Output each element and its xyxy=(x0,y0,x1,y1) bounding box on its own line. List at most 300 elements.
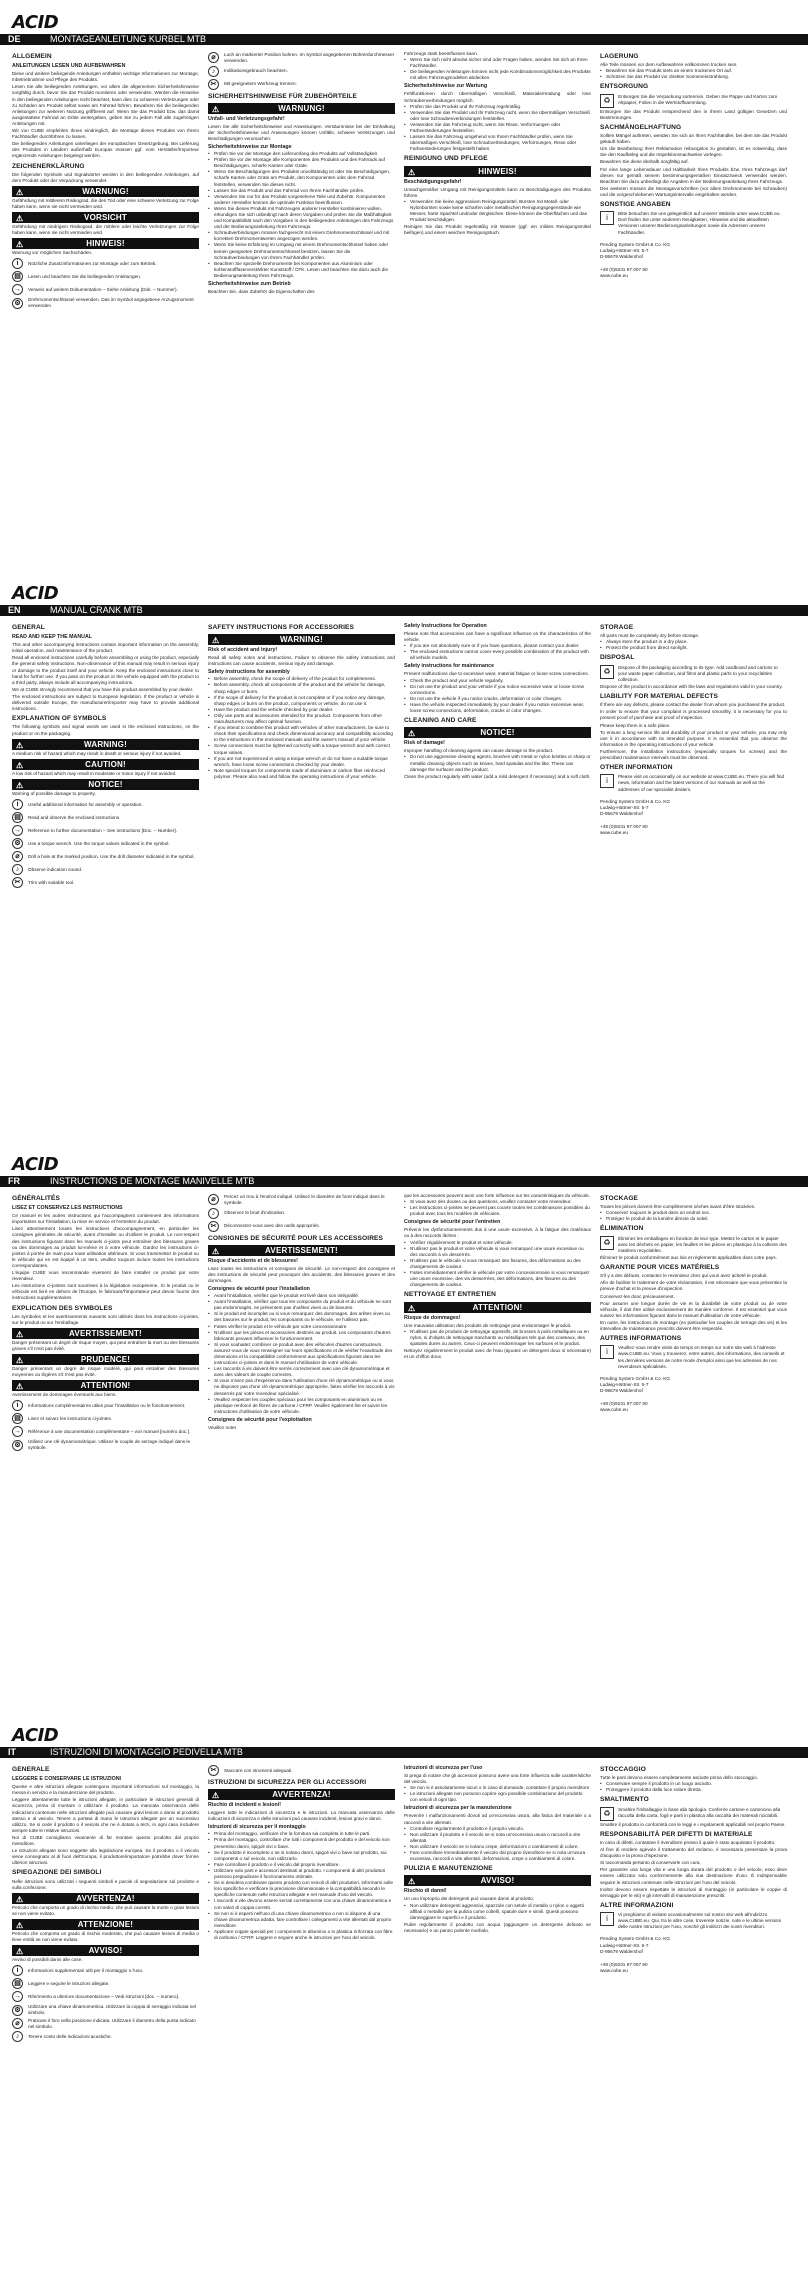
section-heading: EXPLANATION OF SYMBOLS xyxy=(12,715,107,723)
list-item: • Bewahren Sie das Produkt stets an einem trockenen Ort auf. xyxy=(600,68,787,74)
list-item: • Before assembly, check the scope of delivery of the product for completeness. xyxy=(208,676,395,682)
paragraph: Für eine lange Lebensdauer und Haltbarkeit Ihres Produkts bzw. Ihres Fahrzeugs darf dieses nur gemäß seinem bestimmungsgemäßen Einsatzzweck verwendet werden. Beachten Sie dazu unbedingt die Angaben in der Bedienungsanleitung Ihres Fahrzeugs. xyxy=(600,166,787,184)
paragraph: Improper handling of cleaning agents can cause damage to the product. xyxy=(404,748,554,754)
paragraph: Si prega di notare che gli accessori possono avere una forte influenza sulle caratteristiche del veicolo. xyxy=(404,1773,591,1785)
list-item: • Do not use the vehicle if you notice cracks, deformation or color changes. xyxy=(404,696,591,702)
warning-triangle-icon: ⚠ xyxy=(212,636,220,646)
warning-label: AVVERTENZA! xyxy=(272,1790,331,1800)
info-text: Dispose of the packaging according to its type. Add cardboard and cartons to your waste paper collection, and films and plastic parts to your recyclables collection. xyxy=(618,664,778,682)
paragraph: Bewahren Sie diese deshalb sorgfältig auf. xyxy=(600,159,689,165)
text-column xyxy=(208,50,395,565)
paragraph: Le istruzioni allegate sono soggette alla legislazione europea. Se il prodotto o il veicolo viene consegnato al di fuori dell'Europa, il produttore/importatore potrebbe dover fornire ulteriori istruzioni. xyxy=(12,1848,199,1866)
text-column xyxy=(600,1763,787,2278)
recycle-icon: ♻ xyxy=(600,1236,614,1250)
s6-icon: ♪ xyxy=(12,2031,23,2042)
list-item: • Proteggere il prodotto dalla luce solare diretta. xyxy=(600,1787,787,1793)
warning-triangle-icon: ⚠ xyxy=(16,1329,24,1339)
paragraph: Furthermore, the installation instructions (especially torques for screws) and the prescribed maintenance intervals must be observed. xyxy=(600,748,787,761)
subheading: Unfall- und Verletzungsgefahr! xyxy=(208,115,285,122)
symbol-text: Observez le bruit d'indication. xyxy=(224,1210,286,1216)
paragraph: Clean the product regularly with water (add a mild detergent if necessary) and a soft cloth. xyxy=(404,773,591,779)
list-item: • Lassen Sie das Fahrzeug umgehend von Ihrem Fachhändler prüfen, wenn Sie übermäßigen Verschleiß, lose Schraubverbindungen, Verformungen, Risse oder Farbveränderungen festgestellt haben. xyxy=(404,134,591,152)
paragraph: Read all enclosed instructions carefully before assembling or using the product, especially the general safety instructions. Non-observance of this manual may result in serious injury or damage to the product itself and your vehicle. Keep the enclosed instructions close to hand for further use. If you pass on the product or the vehicle equipped with the product to a third party, always include all accompanying instructions. xyxy=(12,655,199,685)
list-item: • If you intend to combine this product with vehicles of other manufacturers, be sure to check their specifications and check dimensional accuracy and compatibility according to the instructions in the enclosed manuals and the owner's manual of your vehicle. xyxy=(208,725,395,743)
s4-icon: ⚙ xyxy=(12,298,23,309)
address-line: Ludwig-Hüttner-Str. 5-7 xyxy=(600,247,649,253)
symbol-text: Use a torque wrench. Use the torque values indicated in the symbol. xyxy=(28,840,170,846)
warning-label: WARNUNG! xyxy=(82,186,129,196)
info-box xyxy=(600,1236,787,1254)
subheading: Consignes de sécurité pour l'installation xyxy=(208,1286,310,1293)
s6-icon: ♪ xyxy=(208,66,219,77)
warning-banner xyxy=(12,1328,199,1339)
text-column xyxy=(404,50,591,565)
bullet-list xyxy=(208,151,395,279)
paragraph: Diese und weitere beiliegende Anleitungen enthalten wichtige Informationen zur Montage, Inbetriebnahme und Pflege des Produkts. xyxy=(12,71,199,83)
section-heading: SACHMÄNGELHAFTUNG xyxy=(600,123,682,131)
bullet-list xyxy=(208,676,395,780)
list-item: • Verwenden Sie das Produkt und Ihr Fahrzeug nicht, wenn Sie übermäßigen Verschleiß oder lose Schraubenverbindungen feststellen. xyxy=(404,110,591,122)
section-heading: EXPLICATION DES SYMBOLES xyxy=(12,1304,113,1312)
list-item: • Non utilizzare detergenti aggressivi, spazzole con setole di metallo o nylon o oggetti affilati o metallici per la pulizia come coltelli, spatole dure e simili. Questi possono danneggiare le superfici e il prodotto. xyxy=(404,1903,591,1921)
symbol-row xyxy=(12,1991,199,2002)
section-heading: LIABILITY FOR MATERIAL DEFECTS xyxy=(600,693,719,701)
text-column xyxy=(404,621,591,1136)
paragraph: Reinigen Sie das Produkt regelmäßig mit Wasser (ggf. ein mildes Reinigungsmittel beifügen) und einem weichen Reinigungstuch. xyxy=(404,224,591,236)
language-code: EN xyxy=(8,605,21,615)
warning-banner xyxy=(12,759,199,770)
info-box xyxy=(600,211,787,235)
paragraph: Lesen Sie alle Sicherheitshinweise und Anweisungen. Versäumnisse bei der Einhaltung der Sicherheitshinweise und Anweisungen können Unfälle, schwere Verletzungen und Beschädigungen verursachen. xyxy=(208,123,395,141)
warning-triangle-icon: ⚠ xyxy=(408,729,416,739)
warning-text: Pericolo che comporta un grado di rischio medio, che può causare la morte o gravi lesioni se non viene evitato. xyxy=(12,1904,199,1916)
paragraph: Leggere attentamente tutte le istruzioni allegate, in particolare le istruzioni generali di sicurezza, prima di montare o utilizzare il prodotto. La mancata osservanza delle indicazioni contenute nelle istruzioni allegate può causare gravi lesioni o danni al prodotto stesso e al veicolo. Tenere a portata di mano le istruzioni allegate per un successivo utilizzo. Se si cede il prodotto o il veicolo che ne è dotato a terzi, in ogni caso includere sempre tutte le relative istruzioni. xyxy=(12,1797,199,1833)
list-item: • N'utilisez pas le véhicule si vous remarquez des fissures, des déformations ou des changements de couleur. xyxy=(404,1258,591,1270)
company-address xyxy=(600,799,787,837)
paragraph: Sollten Mängel auftreten, wenden Sie sich an Ihren Fachhändler, bei dem Sie das Produkt gekauft haben. xyxy=(600,133,787,145)
bullet-list xyxy=(404,1826,591,1863)
section-heading: GÉNÉRALITÉS xyxy=(12,1195,60,1202)
address-line: Ludwig-Hüttner-Str. 5-7 xyxy=(600,1381,649,1387)
list-item: • Non utilizzare il prodotto e il veicolo se si nota un'eccessiva usura o raccordi a vite allentati. xyxy=(404,1832,591,1844)
language-section xyxy=(0,1142,808,1713)
recycle-icon: ♻ xyxy=(600,94,614,108)
warning-triangle-icon: ⚠ xyxy=(16,187,24,197)
symbol-text: Utilizzare una chiave dinamometrica. Utilizzare la coppia di serraggio indicata nel simbolo. xyxy=(28,2004,197,2016)
paragraph: Die beiliegenden Anleitungen unterliegen der europäischen Gesetzgebung. Bei Lieferung des Produkts in Ländern außerhalb Europas müssen ggf. vom Hersteller/Importeur ergänzende Anleitungen beigelegt werden. xyxy=(12,141,199,159)
list-item: • Have the product and the vehicle checked by your dealer. xyxy=(208,707,395,713)
info-text: Bitte besuchen Sie uns gelegentlich auf unserer Website unter www.CUBE.eu. Dort finden Sie unter anderem Neuigkeiten, Hinweise und die aktuellsten Versionen unserer Bedienungsanleitungen sowie die Adressen unserer Fachhändler. xyxy=(618,211,781,235)
section-heading: ÉLIMINATION xyxy=(600,1225,644,1233)
bullet-list xyxy=(404,57,591,81)
info-box xyxy=(600,774,787,792)
list-item: • Schraubverbindungen müssen fachgerecht mit einem Drehmomentschlüssel und mit korrekten Drehmomentwerten angezogen werden. xyxy=(208,230,395,242)
section-heading: ENTSORGUNG xyxy=(600,83,649,91)
warning-text: Avviso di possibili danni alle cose. xyxy=(12,1957,83,1963)
paragraph: We at CUBE strongly recommend that you have this product assembled by your dealer. xyxy=(12,686,194,692)
paragraph: Toutes les pièces doivent être complètement sèches avant d'être stockées. xyxy=(600,1204,756,1210)
address-line: +49 (0)9231 97 007 80 xyxy=(600,823,648,829)
paragraph: Per garantire una lunga vita e una lunga durata del prodotto o del veicolo, esso deve essere utilizzato solo conformemente alla sua destinazione d'uso. È indispensabile seguire le istruzioni contenute nelle istruzioni per l'uso del veicolo. xyxy=(600,1867,787,1885)
text-column xyxy=(600,50,787,565)
list-item: • If you are not absolutely sure or if you have questions, please contact your dealer. xyxy=(404,643,591,649)
s4-icon: ⚙ xyxy=(12,1440,23,1451)
symbol-row xyxy=(12,851,199,862)
symbol-row xyxy=(208,66,395,77)
paragraph: Veuillez noter xyxy=(208,1424,237,1430)
address-line: D-95679 Waldershof xyxy=(600,254,643,260)
symbol-text: Mit geeignetem Werkzeug trennen. xyxy=(224,81,297,87)
paragraph: Unsachgemäßer Umgang mit Reinigungsmitteln kann zu Beschädigungen des Produkts führen. xyxy=(404,186,591,198)
list-item: • Se non si è assolutamente sicuri o in caso di domande, contattare il proprio rivenditore. xyxy=(404,1785,591,1791)
warning-banner xyxy=(404,1875,591,1886)
list-item: • Conservez toujours le produit dans un endroit sec. xyxy=(600,1210,787,1216)
warning-triangle-icon: ⚠ xyxy=(16,1356,24,1366)
subheading: Sicherheitshinweise zur Wartung xyxy=(404,83,488,90)
warning-label: AVERTISSEMENT! xyxy=(265,1245,338,1255)
warning-banner xyxy=(12,739,199,750)
symbol-text: Trim with suitable tool. xyxy=(28,879,75,885)
list-item: • Do not use aggressive cleaning agents, brushes with metal or nylon bristles or sharp or metallic cleaning objects such as knives, hard spatulas and the like. These can damage the surfaces and the product. xyxy=(404,754,591,772)
address-line: Pending System GmbH & Co. KG xyxy=(600,1375,671,1381)
symbol-text: Informazioni supplementari utili per il montaggio o l'uso. xyxy=(28,1967,144,1973)
symbol-text: Staccare con strumenti adeguati. xyxy=(224,1767,293,1773)
paragraph: Lisez attentivement toutes les instructions d'accompagnement, en particulier les consignes générales de sécurité, avant d'installer ou d'utiliser le produit. Le non-respect des instructions figurant dans les manuels ci-joints peut entraîner des blessures graves ou des dommages au produit lui-même et à votre véhicule. Gardez les instructions ci-jointes à portée de main pour toute utilisation ultérieure. Si vous transmettez le produit ou le véhicule qui en est équipé à un tiers, veuillez toujours inclure toutes les instructions correspondantes. xyxy=(12,1226,199,1268)
s3-icon: → xyxy=(14,286,21,294)
address-line: www.cube.eu xyxy=(600,1407,628,1413)
paragraph: To ensure a long service life and durability of your product or your vehicle, you may only use it in accordance with its intended purpose. It is essential that you observe the information in the operating instructions of your vehicle. xyxy=(600,729,787,747)
symbol-text: Référence à une documentation complémentaire – voir manuel [numéro doc.]. xyxy=(28,1428,191,1434)
symbol-row xyxy=(208,1221,395,1232)
subheading: Rischio di incidenti e lesioni! xyxy=(208,1802,281,1809)
s3-icon: → xyxy=(14,1993,21,2001)
warning-label: AVVISO! xyxy=(88,1946,123,1956)
paragraph: Ce manuel et les autres instructions qui l'accompagnent contiennent des informations importantes sur l'installation, la mise en service et l'entretien du produit. xyxy=(12,1213,199,1225)
bullet-list xyxy=(208,1293,395,1415)
paragraph: This and other accompanying instructions contain important information on the assembly, initial operation, and maintenance of the product. xyxy=(12,642,199,654)
s1-icon: i xyxy=(12,799,23,810)
recycle-icon: ♻ xyxy=(600,665,614,679)
text-column xyxy=(404,1763,591,2278)
paragraph: In order to ensure that your complaint is processed smoothly, it is necessary for you to present proof of purchase and proof of inspection. xyxy=(600,709,787,721)
list-item: • Only use parts and accessories intended for the product. Components from other manufacturers may affect optimal function. xyxy=(208,713,395,725)
list-item: • Fare controllare immediatamente il veicolo dal proprio rivenditore se si nota un'usura eccessiva, raccordi a vite allentati, deformazioni, crepe o cambiamenti di colore. xyxy=(404,1850,591,1862)
address-line: Pending System GmbH & Co. KG xyxy=(600,798,671,804)
address-line: Pending System GmbH & Co. KG xyxy=(600,241,671,247)
list-item: • Fare controllare il prodotto e il veicolo dal proprio rivenditore. xyxy=(208,1862,395,1868)
warning-triangle-icon: ⚠ xyxy=(16,1921,24,1930)
section-heading: ISTRUZIONI DI SICUREZZA PER GLI ACCESSORI xyxy=(208,1779,367,1786)
paragraph: Inoltre devono essere rispettate le istruzioni di montaggio (in particolare le coppie di serraggio per le viti) e gli intervalli di manutenzione prescritti. xyxy=(600,1886,787,1898)
symbol-text: Praticare il foro nella posizione indicata. Utilizzare il diametro della punta indicato nel simbolo. xyxy=(28,2017,196,2029)
symbol-row xyxy=(12,2031,199,2042)
paragraph: Conservez-les donc précieusement. xyxy=(600,1293,675,1299)
warning-triangle-icon: ⚠ xyxy=(16,740,24,750)
language-section xyxy=(0,1713,808,2284)
list-item: • Conservare sempre il prodotto in un luogo asciutto. xyxy=(600,1781,787,1787)
list-item: • Les raccords à vis doivent être serrés correctement avec une clé dynamométrique et avec des valeurs de couple correctes. xyxy=(208,1366,395,1378)
warning-triangle-icon: ⚠ xyxy=(16,240,24,250)
symbol-row xyxy=(12,1978,199,1989)
symbol-row xyxy=(208,1208,395,1219)
language-section xyxy=(0,571,808,1142)
list-item: • Always store the product in a dry place. xyxy=(600,639,787,645)
paragraph: Smaltire il prodotto in conformità con le leggi e i regolamenti applicabili nel proprio Paese. xyxy=(600,1821,786,1827)
paragraph: Please keep them in a safe place. xyxy=(600,722,671,728)
bullet-list xyxy=(600,1210,787,1222)
warning-label: WARNING! xyxy=(280,635,323,645)
paragraph: Al fine di rendere agevole il trattamento del reclamo, è necessario presentare la prova d'acquisto e la prova d'ispezione. xyxy=(600,1847,787,1859)
subheading: Risque d'accidents et de blessures! xyxy=(208,1257,298,1264)
subheading: ANLEITUNGEN LESEN UND AUFBEWAHREN xyxy=(12,63,126,70)
section-heading: GARANTIE POUR VICES MATÉRIELS xyxy=(600,1264,720,1272)
symbol-row xyxy=(12,1426,199,1437)
s5-icon: ⌀ xyxy=(12,2018,23,2029)
paragraph: L'équipe CUBE vous recommande vivement de faire installer ce produit par votre revendeur. xyxy=(12,1270,199,1282)
section-heading: STOCKAGE xyxy=(600,1195,639,1202)
section-heading: CLEANING AND CARE xyxy=(404,717,477,725)
symbol-row xyxy=(12,877,199,888)
address-line: +49 (0)9231 97 007 80 xyxy=(600,1961,648,1967)
language-code: FR xyxy=(8,1176,20,1186)
paragraph: Une mauvaise utilisation des produits de nettoyage peut endommager le produit. xyxy=(404,1322,572,1328)
symbol-row xyxy=(12,864,199,875)
s2-icon: ▤ xyxy=(12,1413,23,1424)
warning-label: HINWEIS! xyxy=(86,239,125,249)
symbol-row xyxy=(12,1413,199,1424)
list-item: • Wenn Sie Beschädigungen des Produkts unvollständig ist oder Sie Beschädigungen, scharfe Kanten oder Grate am Produkt, den Komponenten oder dem Fahrrad feststellen, verwenden Sie dieses nicht. xyxy=(208,169,395,187)
paragraph: Beachten Sie, dass Zubehör die Eigenschaften des xyxy=(208,289,315,295)
symbol-text: Read and observe the enclosed instructions. xyxy=(28,814,121,820)
symbol-row xyxy=(12,812,199,823)
paragraph: Les symboles et les avertissements suivants sont utilisés dans les instructions ci-jointes, sur le produit ou sur l'emballage. xyxy=(12,1313,199,1325)
warning-label: AVVERTENZA! xyxy=(76,1893,135,1903)
language-section xyxy=(0,0,808,571)
warning-banner xyxy=(12,186,199,197)
text-column xyxy=(12,1192,199,1707)
list-item: • Screw connections must be tightened correctly with a torque wrench and with correct torque values. xyxy=(208,743,395,755)
info-icon: i xyxy=(600,1345,614,1359)
subheading: Istruzioni di sicurezza per il montaggio xyxy=(208,1824,306,1831)
warning-label: HINWEIS! xyxy=(478,166,517,176)
paragraph: Afin de faciliter le traitement de votre réclamation, il est nécessaire que vous présentiez la preuve d'achat et la preuve d'inspection. xyxy=(600,1280,787,1292)
subheading: Safety Instructions for Operation xyxy=(404,623,487,629)
warning-triangle-icon: ⚠ xyxy=(212,1246,220,1256)
section-title-bar xyxy=(0,605,808,616)
text-column xyxy=(600,621,787,1136)
company-address xyxy=(600,1936,787,1974)
warning-banner xyxy=(12,238,199,249)
subheading: Istruzioni di sicurezza per la manutenzione xyxy=(404,1805,512,1812)
info-box xyxy=(600,1807,787,1821)
section-heading: GENERALE xyxy=(12,1766,50,1773)
symbol-text: Tenere conto delle indicazioni acustiche. xyxy=(28,2034,112,2040)
list-item: • Le istruzioni allegate non possono coprire ogni possibile combinazione del prodotto con veicoli di ogni tipo. xyxy=(404,1791,591,1803)
symbol-text: Percez un trou à l'endroit indiqué. Utilisez le diamètre de foret indiqué dans le symbole. xyxy=(224,1194,385,1205)
list-item: • Beachten Sie spezielle Drehmomente bei Komponenten aus Aluminium oder kohlenstofffaserverstärkter Kunststoff / CFK. Lesen und beachten Sie dazu auch die Bedienungsanleitung Ihres Fahrzeugs. xyxy=(208,261,395,279)
warning-text: Warnung vor möglichen Sachschäden. xyxy=(12,250,93,256)
address-line: www.cube.eu xyxy=(600,830,628,836)
paragraph: Read all safety notes and instructions. Failure to observe the safety instructions and instructions can cause accidents, serious injury and damage. xyxy=(208,655,395,667)
bullet-list xyxy=(404,1903,591,1921)
paragraph: Alle Teile müssen vor dem Aufbewahren vollkommen trocken sein. xyxy=(600,62,738,68)
s2-icon: ▤ xyxy=(12,271,23,282)
list-item: • Wenn Sie dieses Produkt mit Fahrzeugen anderer Hersteller kombinieren wollen, erkundigen Sie sich unbedingt nach deren Vorgaben und prüfen Sie die Maßhaltigkeit und Kompatibilität nach den Vorgaben in den beiliegenden Anleitungen des Fahrzeugs und der Bedienungsanleitung Ihres Fahrzeugs. xyxy=(208,206,395,230)
section-title-bar xyxy=(0,1747,808,1758)
section-heading: NETTOYAGE ET ENTRETIEN xyxy=(404,1291,496,1299)
symbol-text: Nützliche Zusatzinformationen zur Montage oder zum Betrieb. xyxy=(28,260,157,266)
paragraph: Tutte le parti devono essere completamente asciutte prima dello stoccaggio. xyxy=(600,1775,758,1781)
list-item: • Verwenden Sie keine aggressiven Reinigungsmittel, Bürsten mit Metall- oder Nylonborsten sowie keine scharfen oder metallischen Reinigungsgegenstände wie Messer, harte Spachtel und/oder dergleichen. Diese können die Oberflächen und das Produkt beschädigen. xyxy=(404,199,591,223)
symbol-row xyxy=(12,271,199,282)
list-item: • Prima del montaggio, verificare che la fornitura sia completa in tutte le parti. xyxy=(208,1831,395,1837)
list-item: • N'utilisez que les pièces et accessoires destinés au produit. Les composants d'autres fabricants peuvent influencer le fonctionnement. xyxy=(208,1330,395,1342)
info-text: Veuillez nous rendre visite de temps en temps sur notre site web à l'adresse www.CUBE.eu. Vous y trouverez, entre autres, des informations, des conseils et les dernières versions de notre mode d'emploi ainsi que les adresses de nos revendeurs spécialisés. xyxy=(618,1345,785,1369)
list-item: • Avant l'installation, vérifiez que le produit est livré dans son intégralité. xyxy=(208,1293,395,1299)
subheading: Risk of damage! xyxy=(404,740,445,747)
subheading: Risque de dommages! xyxy=(404,1314,461,1321)
warning-text: Gefährdung mit niedrigem Risikograd, die mittlere oder leichte Verletzungen zur Folge haben kann, wenn sie nicht vermieden wird. xyxy=(12,224,199,236)
warning-text: Pericolo che comporta un grado di rischio moderato, che può causare lesioni di media o lieve entità se non viene evitato. xyxy=(12,1931,199,1943)
warning-triangle-icon: ⚠ xyxy=(16,1947,24,1957)
columns xyxy=(0,50,808,565)
address-line: Ludwig-Hüttner-Str. 5-7 xyxy=(600,1942,649,1948)
address-line: Ludwig-Hüttner-Str. 5-7 xyxy=(600,804,649,810)
warning-banner xyxy=(12,1354,199,1365)
s7-icon: ✂ xyxy=(208,1221,219,1232)
paragraph: If there are any defects, please contact the dealer from whom you purchased the product. xyxy=(600,702,786,708)
columns xyxy=(0,1763,808,2278)
paragraph: Prévenir les dysfonctionnements dus à une usure excessive, à la fatigue des matériaux ou à des raccords lâches : xyxy=(404,1227,591,1239)
symbol-text: Leggere e seguire le istruzioni allegate. xyxy=(28,1980,110,1986)
info-box xyxy=(600,94,787,108)
list-item: • Les instructions ci-jointes ne peuvent pas couvrir toutes les combinaisons possibles du produit avec tous les modèles de véhicules. xyxy=(404,1205,591,1217)
list-item: • Prüfen Sie vor der Montage den Lieferumfang des Produkts auf Vollständigkeit. xyxy=(208,151,395,157)
s7-icon: ✂ xyxy=(12,877,23,888)
warning-banner xyxy=(404,166,591,177)
section-heading: ZEICHENERKLÄRUNG xyxy=(12,162,85,170)
text-column xyxy=(404,1192,591,1707)
subheading: LEGGERE E CONSERVARE LE ISTRUZIONI xyxy=(12,1776,121,1783)
s6-icon: ♪ xyxy=(12,864,23,875)
s2-icon: ▤ xyxy=(12,812,23,823)
s1-icon: i xyxy=(12,258,23,269)
warning-banner xyxy=(12,1893,199,1904)
list-item: • I raccordi a vite devono essere serrati correttamente con una chiave dinamometrica e con valori di coppia corretti. xyxy=(208,1898,395,1910)
s7-icon: ✂ xyxy=(208,79,219,90)
text-column xyxy=(12,50,199,565)
address-line: +49 (0)9231 97 007 80 xyxy=(600,1400,648,1406)
bullet-list xyxy=(404,1785,591,1803)
bullet-list xyxy=(404,104,591,153)
list-item: • Non utilizzare il veicolo se si notano crepe, deformazioni o cambiamenti di colore. xyxy=(404,1844,591,1850)
warning-text: A low risk of hazard which may result in moderate or minor injury if not avoided. xyxy=(12,770,177,776)
subheading: Sicherheitshinweise zum Betrieb xyxy=(208,281,291,288)
list-item: • N'utilisez pas le produit et votre véhicule si vous remarquez une usure excessive ou des raccords à vis desserrés. xyxy=(404,1246,591,1258)
section-title-bar xyxy=(0,34,808,45)
paragraph: Please note that accessories can have a significant influence on the characteristics of the vehicle. xyxy=(404,631,591,643)
section-heading: LAGERUNG xyxy=(600,53,639,60)
address-line: Pending System GmbH & Co. KG xyxy=(600,1936,671,1942)
address-line: +49 (0)9231 97 007 80 xyxy=(600,266,648,272)
paragraph: Pour assurer une longue durée de vie et la durabilité de votre produit ou de votre véhicule, il doit être utilisé exclusivement de manière conforme. Il est essentiel que vous suiviez les informations figurant dans le manuel d'utilisation de votre véhicule. xyxy=(600,1300,787,1318)
section-heading: SONSTIGE ANGABEN xyxy=(600,201,671,209)
warning-triangle-icon: ⚠ xyxy=(212,104,220,114)
paragraph: All parts must be completely dry before storage. xyxy=(600,633,700,639)
bullet-list xyxy=(404,199,591,223)
paragraph: Entsorgen Sie das Produkt entsprechend den in Ihrem Land gültigen Gesetzen und Bestimmungen. xyxy=(600,108,787,120)
info-icon: i xyxy=(600,774,614,788)
bullet-list xyxy=(404,1329,591,1347)
list-item: • Si vous souhaitez combiner ce produit avec des véhicules d'autres constructeurs, assurez-vous de vous renseigner sur leurs spécifications et de vérifier l'exactitude des dimensions et la compatibilité conformément aux spécifications figurant dans les instructions ci-jointes et dans le manuel d'utilisation de votre véhicule. xyxy=(208,1342,395,1366)
list-item: • Faites immédiatement vérifier le véhicule par votre concessionnaire si vous remarquez une usure excessive, des vis desserrées, des déformations, des fissures ou des changements de couleur. xyxy=(404,1270,591,1288)
paragraph: Queste e altre istruzioni allegate contengono importanti informazioni sul montaggio, la messa in servizio e la manutenzione del prodotto. xyxy=(12,1784,199,1796)
bullet-list xyxy=(404,754,591,772)
warning-triangle-icon: ⚠ xyxy=(408,167,416,177)
list-item: • Prüfen Sie das Produkt und Ihr Fahrzeug regelmäßig. xyxy=(404,104,591,110)
paragraph: Noi di CUBE consigliamo vivamente di far montare questo prodotto dal proprio rivenditore. xyxy=(12,1834,199,1847)
subheading: Beschädigungsgefahr! xyxy=(404,178,462,185)
symbol-row xyxy=(208,1765,395,1776)
warning-banner xyxy=(208,1245,395,1256)
info-box xyxy=(600,665,787,683)
warning-label: VORSICHT xyxy=(84,213,127,223)
warning-banner xyxy=(208,634,395,645)
warning-text: Danger présentant un degré de risque moyen, qui peut entraîner la mort ou des blessures graves s'il n'est pas évité. xyxy=(12,1339,199,1351)
brand-logo: ACID xyxy=(12,1154,59,1175)
warning-text: Warning of possible damage to property. xyxy=(12,790,96,796)
list-item: • Verwenden Sie nur für das Produkt vorgesehene Teile und Zubehör. Komponenten anderer Hersteller können die optimale Funktion beeinflussen. xyxy=(208,194,395,206)
info-text: Please visit us occasionally on our website at www.CUBE.eu. There you will find news, information and the latest versions of our manuals as well as the addresses of our specialist dealers. xyxy=(618,774,785,792)
s1-icon: i xyxy=(12,1400,23,1411)
list-item: • Se non si è esperti nell'uso di una chiave dinamometrica o non si dispone di una chiave dinamometrica adatta, fare controllare i collegamenti a vite allentati dal proprio rivenditore. xyxy=(208,1911,395,1929)
info-icon: i xyxy=(600,211,614,225)
warning-banner xyxy=(404,1302,591,1313)
text-column xyxy=(600,1192,787,1707)
section-title: MANUAL CRANK MTB xyxy=(50,605,143,615)
language-code: DE xyxy=(8,34,21,44)
warning-text: Avertissement de dommages éventuels aux biens. xyxy=(12,1392,117,1398)
warning-label: ATTENTION! xyxy=(80,1381,131,1391)
warning-text: A medium risk of hazard which may result in death or serious injury if not avoided. xyxy=(12,750,182,756)
info-text: Éliminez les emballages en fonction de leur type. Mettez le carton et le papier avec les déchets en papier, les feuilles et les pièces en plastique à la collecte des matières recyclables. xyxy=(618,1235,787,1253)
subheading: LISEZ ET CONSERVEZ LES INSTRUCTIONS xyxy=(12,1205,123,1212)
section-heading: SAFETY INSTRUCTIONS FOR ACCESSORIES xyxy=(208,624,355,631)
paragraph: Present malfunctions due to excessive wear, material fatigue or loose screw connections. xyxy=(404,671,589,677)
list-item: • Verwenden Sie das Fahrzeug nicht, wenn Sie Risse, Verformungen oder Farbveränderungen feststellen. xyxy=(404,122,591,134)
s4-icon: ⚙ xyxy=(12,838,23,849)
bullet-list xyxy=(600,68,787,80)
list-item: • Prüfen Sie vor der Montage alle Komponenten des Produkts und des Fahrrads auf Beschädigungen, scharfe Kanten oder Grate. xyxy=(208,157,395,169)
symbol-text: Observe indication sound. xyxy=(28,866,83,872)
columns xyxy=(0,1192,808,1707)
warning-banner xyxy=(12,1919,199,1930)
paragraph: Um die Bearbeitung Ihrer Reklamation reibungslos zu gestalten, ist es notwendig, dass Sie den Kaufbeleg und die Inspektionsnachweise vorlegen. xyxy=(600,146,787,158)
section-heading: ALLGEMEIN xyxy=(12,53,52,60)
address-line: D-95679 Waldershof xyxy=(600,1388,643,1394)
info-text: Vi preghiamo di visitare occasionalmente sul nostro sito web all'indirizzo www.CUBE.eu. Qui, tra le altre cose, troverete notizie, note e le ultime versioni delle nostre istruzioni per l'uso, nonché gli indirizzi dei nostri rivenditori. xyxy=(618,1912,782,1930)
list-item: • Vérifiez régulièrement le produit et votre véhicule. xyxy=(404,1240,591,1246)
list-item: • Lassen Sie das Produkt und das Fahrrad von Ihrem Fachhändler prüfen. xyxy=(208,188,395,194)
address-line: www.cube.eu xyxy=(600,1967,628,1973)
text-column xyxy=(12,1763,199,2278)
paragraph: Fahrzeugs stark beeinflussen kann. xyxy=(404,51,478,56)
list-item: • Controllare regolarmente il prodotto e il proprio veicolo. xyxy=(404,1826,591,1832)
s4-icon: ⚙ xyxy=(12,2005,23,2016)
warning-label: NOTICE! xyxy=(88,779,123,789)
warning-label: WARNING! xyxy=(84,739,127,749)
warning-banner xyxy=(12,212,199,223)
